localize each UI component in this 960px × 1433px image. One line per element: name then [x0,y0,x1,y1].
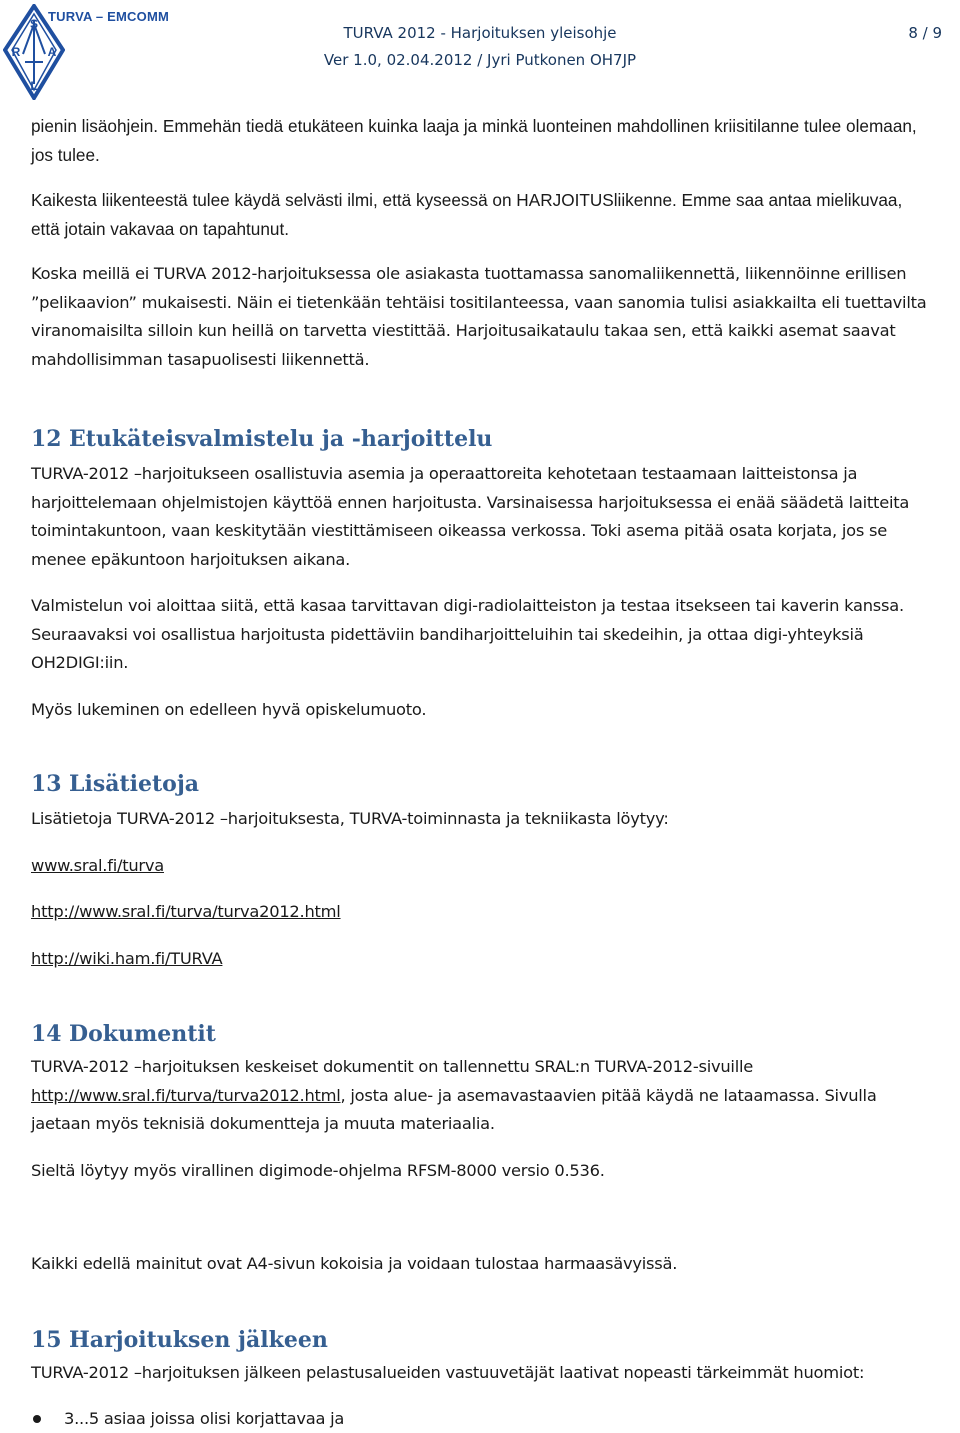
s14-paragraph-3: Kaikki edellä mainitut ovat A4-sivun kokoisia ja voidaan tulostaa harmaasävyissä. [31,1254,678,1273]
svg-text:R: R [11,45,21,59]
s12-paragraph-1: TURVA-2012 –harjoitukseen osallistuvia asemia ja operaattoreita kehotetaan testaamaan laitteistonsa ja harjoittelemaan ohjelmistojen käyttöä ennen harjoitusta. Varsinaisessa harjoituksessa ei enää säädetä laitteita toimintakuntoon, vaan keskitytään viestittämiseen oikeassa verkossa. Toki asema pitää osata korjata, jos se menee epäkuntoon harjoituksen aikana. [31,464,910,569]
list-item [0,1405,931,1433]
section-title: Dokumentit [69,1021,216,1047]
link-sral-turva[interactable]: www.sral.fi/turva [31,855,164,875]
intro-paragraph-2: Kaikesta liikenteestä tulee käydä selvästi ilmi, että kyseessä on HARJOITUSliikenne. Emme saa antaa mielikuvaa, että jotain vakavaa on tapahtunut. [31,190,903,239]
page-number: 8 / 9 [908,24,942,42]
section-title: Lisätietoja [69,771,200,797]
s15-paragraph-1: TURVA-2012 –harjoituksen jälkeen pelastusalueiden vastuuvetäjät laativat nopeasti tärkeimmät huomiot: [31,1362,865,1382]
s15-list [0,1405,931,1433]
bullet-icon [33,1415,41,1423]
s14-paragraph-1 [31,1053,931,1139]
svg-text:L: L [30,79,38,93]
s14-text-b: , josta alue- ja asemavastaavien pitää käydä ne lataamassa. Sivulla jaetaan myös teknisiä dokumentteja ja muuta materiaalia. [31,1085,877,1133]
s12-paragraph-2: Valmistelun voi aloittaa siitä, että kasaa tarvittavan digi-radiolaitteiston ja testaa itsekseen tai kaverin kanssa. Seuraavaksi voi osallistua harjoitusta pidettäviin bandiharjoitteluihin tai skedeihin, ja ottaa digi-yhteyksiä OH2DIGI:iin. [31,596,904,672]
intro-paragraph-3: Koska meillä ei TURVA 2012-harjoituksessa ole asiakasta tuottamassa sanomaliikennettä, liikennöinne erillisen ”pelikaavion” mukaisesti. Näin ei tietenkään tehtäisi tositilanteessa, vaan sanomia tulisi asiakkailta eli tuettavilta viranomaisilta silloin kun heillä on tarvetta viestittää. Harjoitusaikataulu takaa sen, että kaikki asemat saavat mahdollisimman tasapuolisesti liikennettä. [31,264,927,369]
link-turva2012[interactable]: http://www.sral.fi/turva/turva2012.html [31,902,341,921]
section-title: Harjoituksen jälkeen [69,1326,328,1353]
document-version: Ver 1.0, 02.04.2012 / Jyri Putkonen OH7JP [323,51,637,69]
section-14-heading [31,1019,931,1049]
svg-text:S: S [29,17,39,31]
svg-text:A: A [47,45,57,59]
section-title: Etukäteisvalmistelu ja -harjoittelu [69,426,493,452]
document-title: TURVA 2012 - Harjoituksen yleisohje [343,24,617,42]
list-item-text: 3...5 asiaa joissa olisi korjattavaa ja [64,1409,345,1428]
section-number: 13 [31,771,62,797]
document-body [31,112,931,1433]
section-number: 15 [31,1326,62,1353]
s13-paragraph-1: Lisätietoja TURVA-2012 –harjoituksesta, TURVA-toiminnasta ja tekniikasta löytyy: [31,809,669,828]
s14-text-a: TURVA-2012 –harjoituksen keskeiset dokumentit on tallennettu SRAL:n TURVA-2012-sivuille [31,1057,754,1076]
section-number: 12 [31,426,62,452]
link-wiki-turva[interactable]: http://wiki.ham.fi/TURVA [31,948,223,968]
section-number: 14 [31,1021,62,1047]
link-turva2012-docs[interactable]: http://www.sral.fi/turva/turva2012.html [31,1085,341,1105]
section-13-heading [31,769,931,799]
intro-paragraph-1: pienin lisäohjein. Emmehän tiedä etukäteen kuinka laaja ja minkä luonteinen mahdollinen kriisitilanne tulee olemaan, jos tulee. [31,116,917,165]
section-12-heading [31,424,931,454]
s12-paragraph-3: Myös lukeminen on edelleen hyvä opiskelumuoto. [31,699,427,719]
s14-paragraph-2: Sieltä löytyy myös virallinen digimode-ohjelma RFSM-8000 versio 0.536. [31,1160,605,1180]
logo-caption: TURVA – EMCOMM [48,9,170,24]
section-15-heading [31,1325,931,1355]
